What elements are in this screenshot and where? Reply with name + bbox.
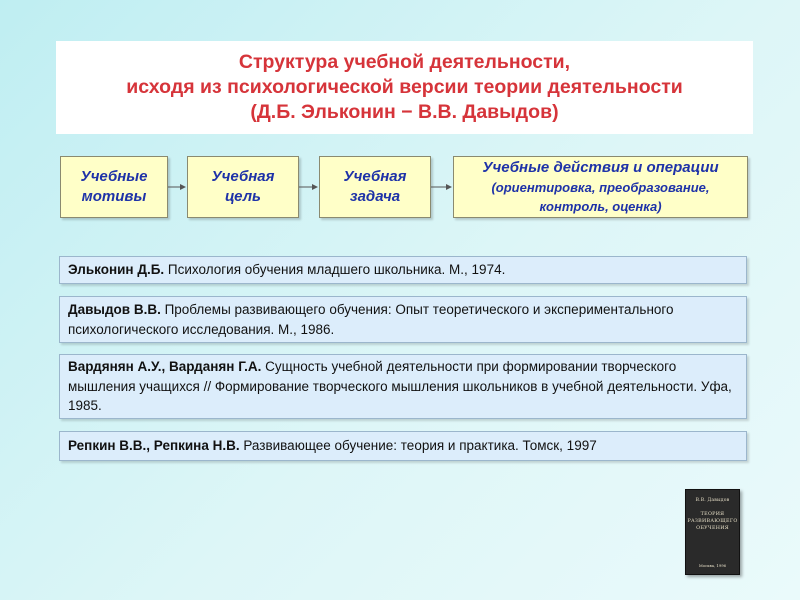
title-line-1: Структура учебной деятельности, [238,51,571,73]
task-line-1: Учебная [343,168,407,185]
motives-line-2: мотивы [81,188,147,205]
reference-repkin [59,431,747,461]
reference-text: Психология обучения младшего школьника. М., 1974. [164,262,506,278]
reference-text: Проблемы развивающего обучения: Опыт теоретического и экспериментального психологического исследования. М., 1986. [68,302,674,337]
flow-box-motives [60,156,168,218]
motives-line-1: Учебные [80,168,148,185]
book-title-line-1: ТЕОРИЯ [700,512,725,517]
reference-text: Развивающее обучение: теория и практика. Томск, 1997 [239,438,597,454]
reference-author: Вардянян А.У., Варданян Г.А. [68,359,262,375]
actions-detail-line-1: (ориентировка, преобразование, [491,180,710,195]
flow-box-goal [187,156,299,218]
arrow-goal-to-task [299,181,319,193]
actions-main: Учебные действия и операции [482,159,719,176]
book-city: Москва, 1996 [698,563,727,568]
flow-box-task [319,156,431,218]
book-cover-image [685,489,740,575]
arrow-task-to-actions [431,181,453,193]
slide-title [56,41,753,134]
actions-detail-line-2: контроль, оценка) [539,199,662,214]
task-line-2: задача [349,188,401,205]
reference-text: Сущность учебной деятельности при формировании творческого мышления учащихся // Формирование творческого мышления школьников в учебной деятельности. Уфа, 1985. [68,359,732,414]
title-line-3: (Д.Б. Эльконин − В.В. Давыдов) [250,101,559,123]
reference-author: Эльконин Д.Б. [68,262,165,278]
reference-vardanyan [59,354,747,419]
goal-line-2: цель [225,188,261,205]
reference-davydov [59,296,747,343]
book-title-line-2: РАЗВИВАЮЩЕГО [687,519,738,524]
title-line-2: исходя из психологической версии теории деятельности [126,76,683,98]
flow-box-actions [453,156,748,218]
reference-author: Репкин В.В., Репкина Н.В. [68,438,240,454]
book-title-line-3: ОБУЧЕНИЯ [696,526,729,531]
arrow-motives-to-goal [168,181,187,193]
reference-author: Давыдов В.В. [68,302,161,317]
book-title [687,511,737,532]
reference-elkonin [59,256,747,284]
book-author: В.В. Давыдов [695,498,730,503]
goal-line-1: Учебная [211,168,275,185]
